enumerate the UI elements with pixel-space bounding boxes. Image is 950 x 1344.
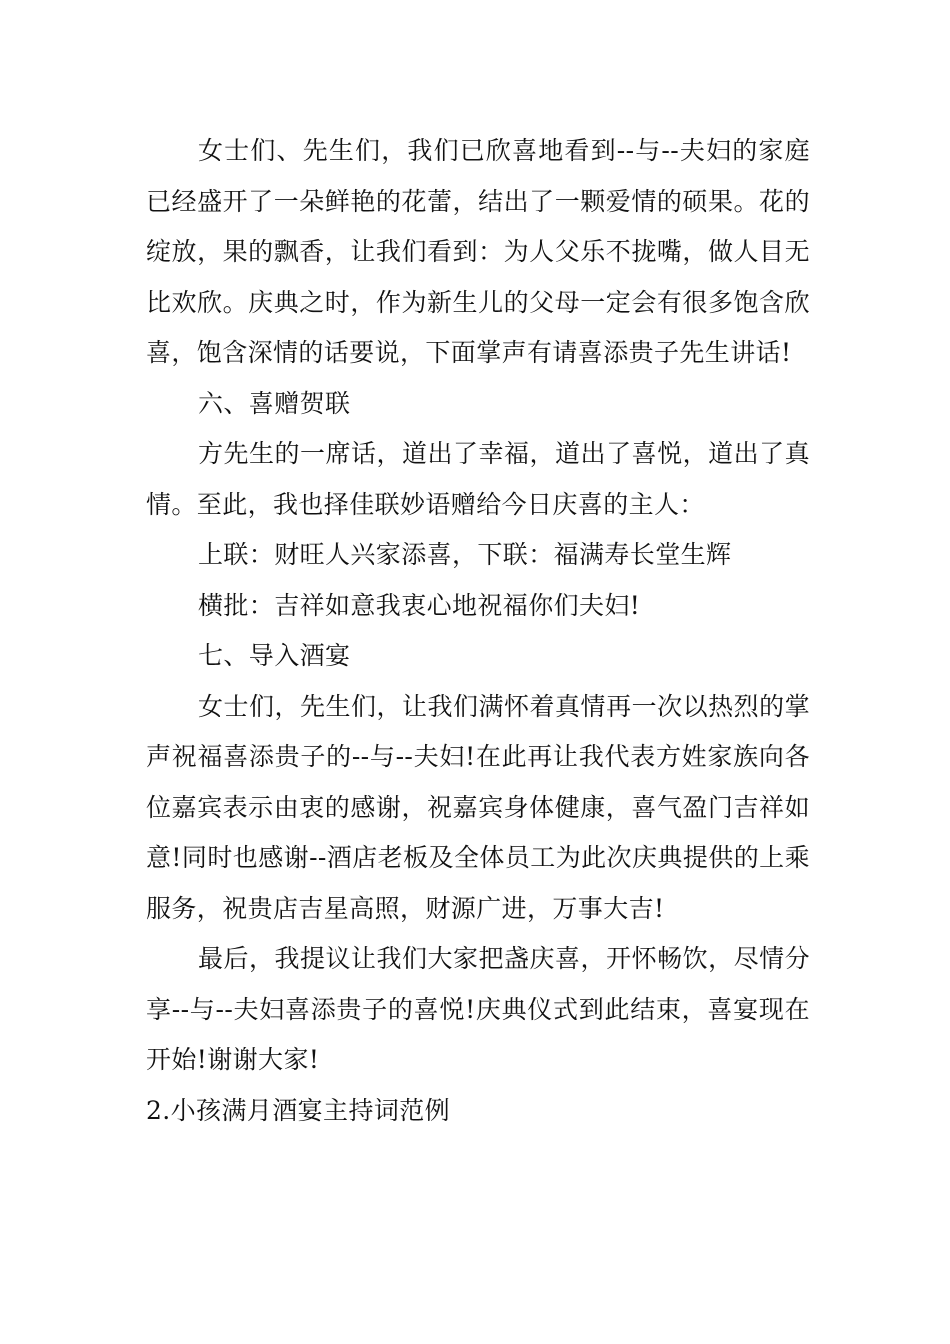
heading-couplet-gift: 六、喜赠贺联 bbox=[198, 388, 351, 418]
paragraph-host-remark: 方先生的一席话，道出了幸福，道出了喜悦，道出了真情。至此，我也择佳联妙语赠给今日庆喜的主人： bbox=[146, 439, 810, 519]
document-body bbox=[146, 126, 810, 1136]
heading-banquet: 七、导入酒宴 bbox=[198, 641, 351, 670]
section-title: 2.小孩满月酒宴主持词范例 bbox=[146, 1095, 451, 1125]
paragraph-closing: 最后，我提议让我们大家把盏庆喜，开怀畅饮，尽情分享--与--夫妇喜添贵子的喜悦!庆典仪式到此结束，喜宴现在开始!谢谢大家! bbox=[146, 944, 810, 1074]
couplet-banner: 横批：吉祥如意我衷心地祝福你们夫妇! bbox=[198, 590, 641, 620]
paragraph-thanks: 女士们，先生们，让我们满怀着真情再一次以热烈的掌声祝福喜添贵子的--与--夫妇!在此再让我代表方姓家族向各位嘉宾表示由衷的感谢，祝嘉宾身体健康，喜气盈门吉祥如意!同时也感谢--酒店老板及全体员工为此次庆典提供的上乘服务，祝贵店吉星高照，财源广进，万事大吉! bbox=[146, 691, 810, 923]
couplet-lines: 上联：财旺人兴家添喜，下联：福满寿长堂生辉 bbox=[198, 540, 732, 569]
paragraph-blessing: 女士们、先生们，我们已欣喜地看到--与--夫妇的家庭已经盛开了一朵鲜艳的花蕾，结出了一颗爱情的硕果。花的绽放，果的飘香，让我们看到：为人父乐不拢嘴，做人目无比欢欣。庆典之时，作为新生儿的父母一定会有很多饱含欣喜，饱含深情的话要说，下面掌声有请喜添贵子先生讲话! bbox=[146, 136, 810, 367]
